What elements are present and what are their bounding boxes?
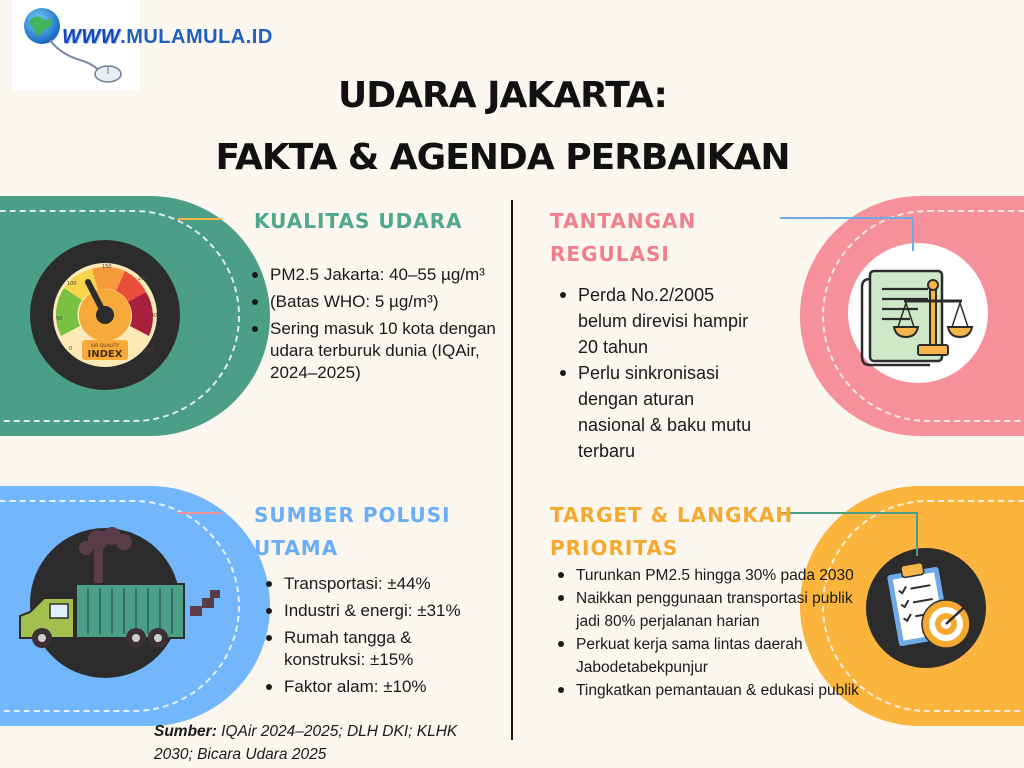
list-item: Tingkatkan pemantauan & edukasi publik <box>554 679 874 702</box>
gauge-tick: 50 <box>56 316 63 322</box>
pollution-sources-list <box>262 573 492 703</box>
list-item: PM2.5 Jakarta: 40–55 µg/m³ <box>248 264 498 286</box>
law-scale-document-icon <box>848 243 988 383</box>
gauge-label: INDEX <box>87 349 123 360</box>
targets-icon-circle <box>866 548 986 668</box>
connector-line <box>178 512 222 514</box>
regulation-heading-line-2: REGULASI <box>550 242 670 266</box>
list-item: Naikkan penggunaan transportasi publik jadi 80% perjalanan harian <box>554 587 874 633</box>
list-item: Perlu sinkronisasi dengan aturan nasional & baku mutu terbaru <box>556 360 761 464</box>
list-item: Industri & energi: ±31% <box>262 600 492 622</box>
gauge-label: AIR QUALITY <box>90 344 120 349</box>
page-title-line-2: FAKTA & AGENDA PERBAIKAN <box>215 137 790 178</box>
source-text: IQAir 2024–2025; DLH DKI; KLHK 2030; Bicara Udara 2025 <box>154 723 458 763</box>
connector-line <box>916 512 918 556</box>
checklist-target-icon <box>866 548 986 668</box>
polluting-truck-icon <box>14 526 224 650</box>
targets-heading-line-2: PRIORITAS <box>550 536 679 560</box>
center-divider <box>511 200 513 740</box>
connector-line <box>780 512 918 514</box>
pollution-sources-heading-line-1: SUMBER POLUSI <box>254 503 451 527</box>
air-quality-icon-circle <box>30 240 180 390</box>
list-item: Faktor alam: ±10% <box>262 676 492 698</box>
list-item: Rumah tangga & konstruksi: ±15% <box>262 627 492 671</box>
gauge-tick: 100 <box>67 281 77 287</box>
air-quality-gauge-icon <box>30 240 180 390</box>
list-item: (Batas WHO: 5 µg/m³) <box>248 291 498 313</box>
air-quality-heading: KUALITAS UDARA <box>254 209 463 233</box>
logo-www: WWW <box>62 26 121 48</box>
list-item: Transportasi: ±44% <box>262 573 492 595</box>
regulation-list <box>556 282 761 464</box>
gauge-tick: 150 <box>102 264 112 270</box>
regulation-icon-circle <box>848 243 988 383</box>
pollution-sources-heading-line-2: UTAMA <box>254 536 339 560</box>
gauge-tick: 200 <box>138 276 148 282</box>
list-item: Turunkan PM2.5 hingga 30% pada 2030 <box>554 564 874 587</box>
regulation-heading-line-1: TANTANGAN <box>550 209 697 233</box>
targets-list <box>554 564 874 702</box>
source-label: Sumber: <box>154 723 217 740</box>
list-item: Perkuat kerja sama lintas daerah Jabodetabekpunjur <box>554 633 874 679</box>
gauge-tick: 0 <box>69 346 73 352</box>
connector-line <box>780 217 912 219</box>
list-item: Perda No.2/2005 belum direvisi hampir 20 tahun <box>556 282 761 360</box>
source-citation <box>154 720 494 766</box>
connector-line <box>178 218 222 220</box>
connector-line <box>912 217 914 251</box>
logo-domain: .MULAMULA.ID <box>120 26 273 48</box>
gauge-tick: 300 <box>151 313 161 319</box>
targets-heading-line-1: TARGET & LANGKAH <box>550 503 794 527</box>
gauge-tick: 500 <box>144 348 154 354</box>
air-quality-list <box>248 264 498 389</box>
page-title-line-1: UDARA JAKARTA: <box>338 75 667 116</box>
list-item: Sering masuk 10 kota dengan udara terburuk dunia (IQAir, 2024–2025) <box>248 318 498 384</box>
